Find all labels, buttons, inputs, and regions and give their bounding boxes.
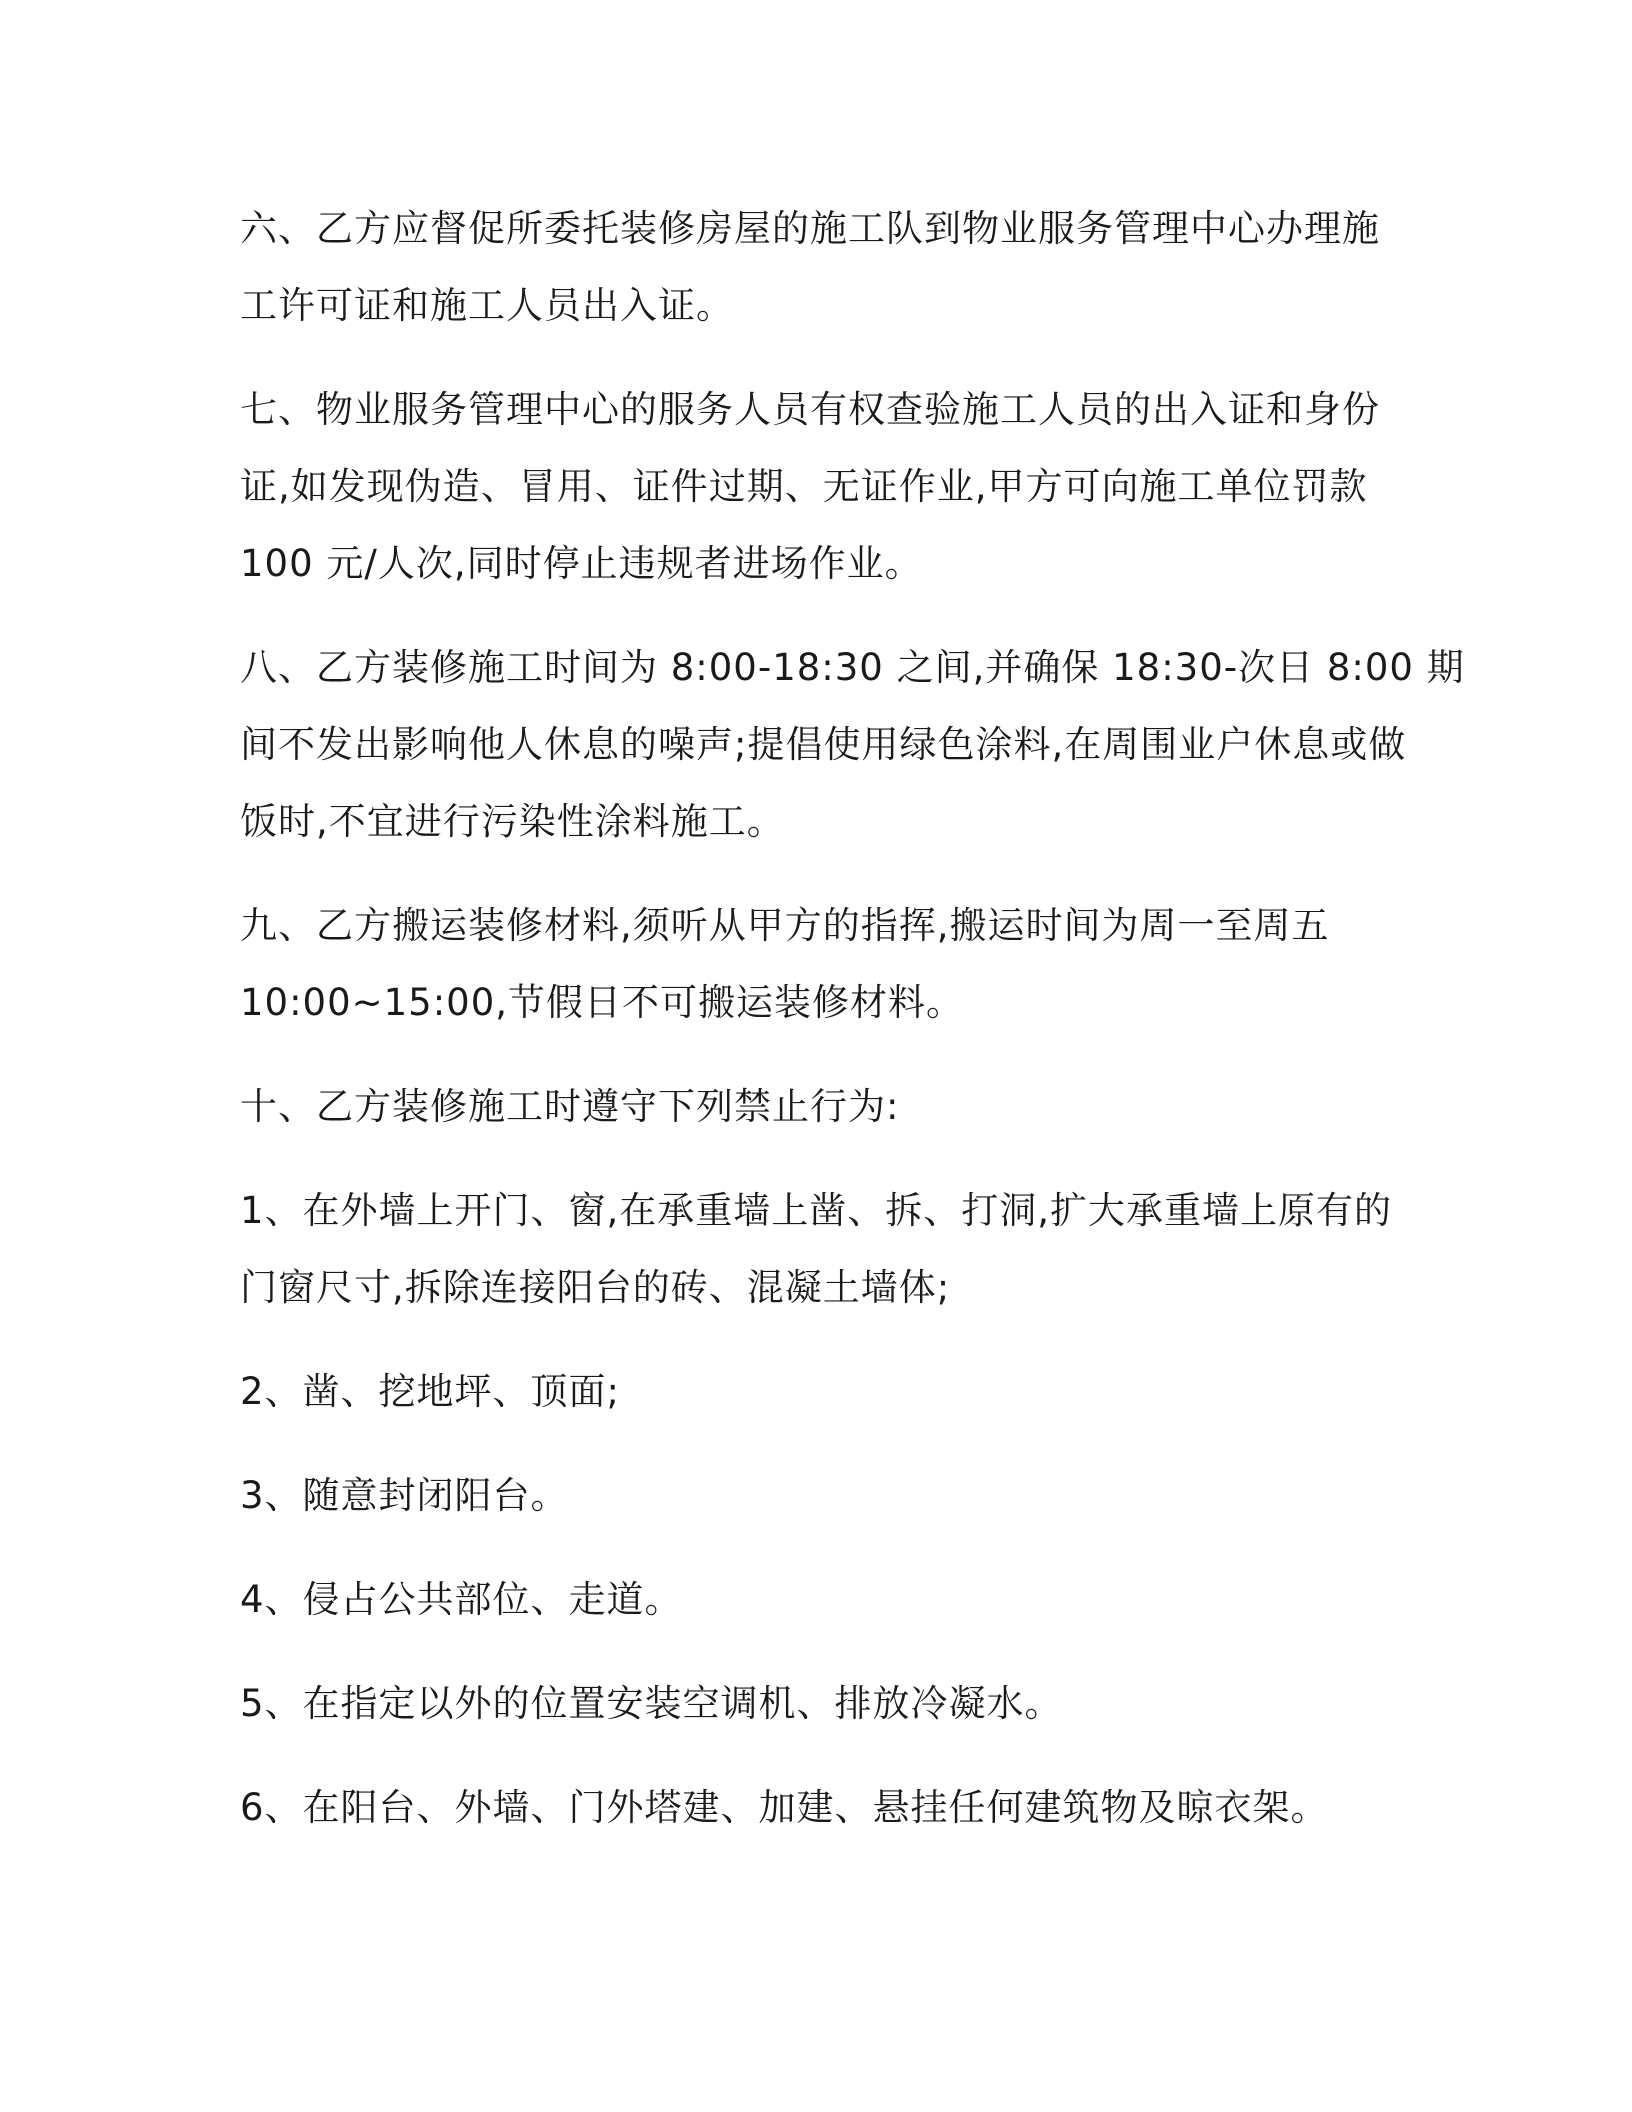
text-line: 工许可证和施工人员出入证。 — [240, 284, 734, 327]
text-line: 10:00~15:00,节假日不可搬运装修材料。 — [240, 981, 965, 1024]
prohibited-item-1 — [240, 1172, 1420, 1326]
text-line: 九、乙方搬运装修材料,须听从甲方的指挥,搬运时间为周一至周五 — [240, 904, 1330, 947]
text-line: 证,如发现伪造、冒用、证件过期、无证作业,甲方可向施工单位罚款 — [240, 465, 1368, 508]
prohibited-item-3 — [240, 1457, 1420, 1534]
text-line: 六、乙方应督促所委托装修房屋的施工队到物业服务管理中心办理施 — [240, 207, 1380, 250]
clause-10-heading — [240, 1068, 1420, 1145]
clause-6 — [240, 190, 1420, 344]
text-line: 6、在阳台、外墙、门外塔建、加建、悬挂任何建筑物及晾衣架。 — [240, 1786, 1329, 1829]
text-line: 2、凿、挖地坪、顶面; — [240, 1370, 621, 1413]
text-line: 5、在指定以外的位置安装空调机、排放冷凝水。 — [240, 1682, 1063, 1725]
prohibited-item-5 — [240, 1665, 1420, 1742]
text-line: 七、物业服务管理中心的服务人员有权查验施工人员的出入证和身份 — [240, 388, 1380, 431]
clause-7 — [240, 371, 1420, 602]
text-line: 100 元/人次,同时停止违规者进场作业。 — [240, 542, 923, 585]
text-line: 十、乙方装修施工时遵守下列禁止行为: — [240, 1085, 900, 1128]
clause-8 — [240, 629, 1465, 860]
prohibited-item-2 — [240, 1353, 1420, 1430]
text-line: 3、随意封闭阳台。 — [240, 1474, 569, 1517]
prohibited-item-6 — [240, 1769, 1420, 1846]
text-line: 间不发出影响他人休息的噪声;提倡使用绿色涂料,在周围业户休息或做 — [240, 723, 1407, 766]
text-line: 1、在外墙上开门、窗,在承重墙上凿、拆、打洞,扩大承重墙上原有的 — [240, 1189, 1393, 1232]
text-line: 饭时,不宜进行污染性涂料施工。 — [240, 800, 785, 843]
prohibited-item-4 — [240, 1561, 1420, 1638]
text-line: 4、侵占公共部位、走道。 — [240, 1578, 683, 1621]
text-line: 门窗尺寸,拆除连接阳台的砖、混凝土墙体; — [240, 1266, 951, 1309]
text-line: 八、乙方装修施工时间为 8:00-18:30 之间,并确保 18:30-次日 8:00 期 — [240, 646, 1465, 689]
clause-9 — [240, 887, 1420, 1041]
document-body — [240, 190, 1465, 1873]
